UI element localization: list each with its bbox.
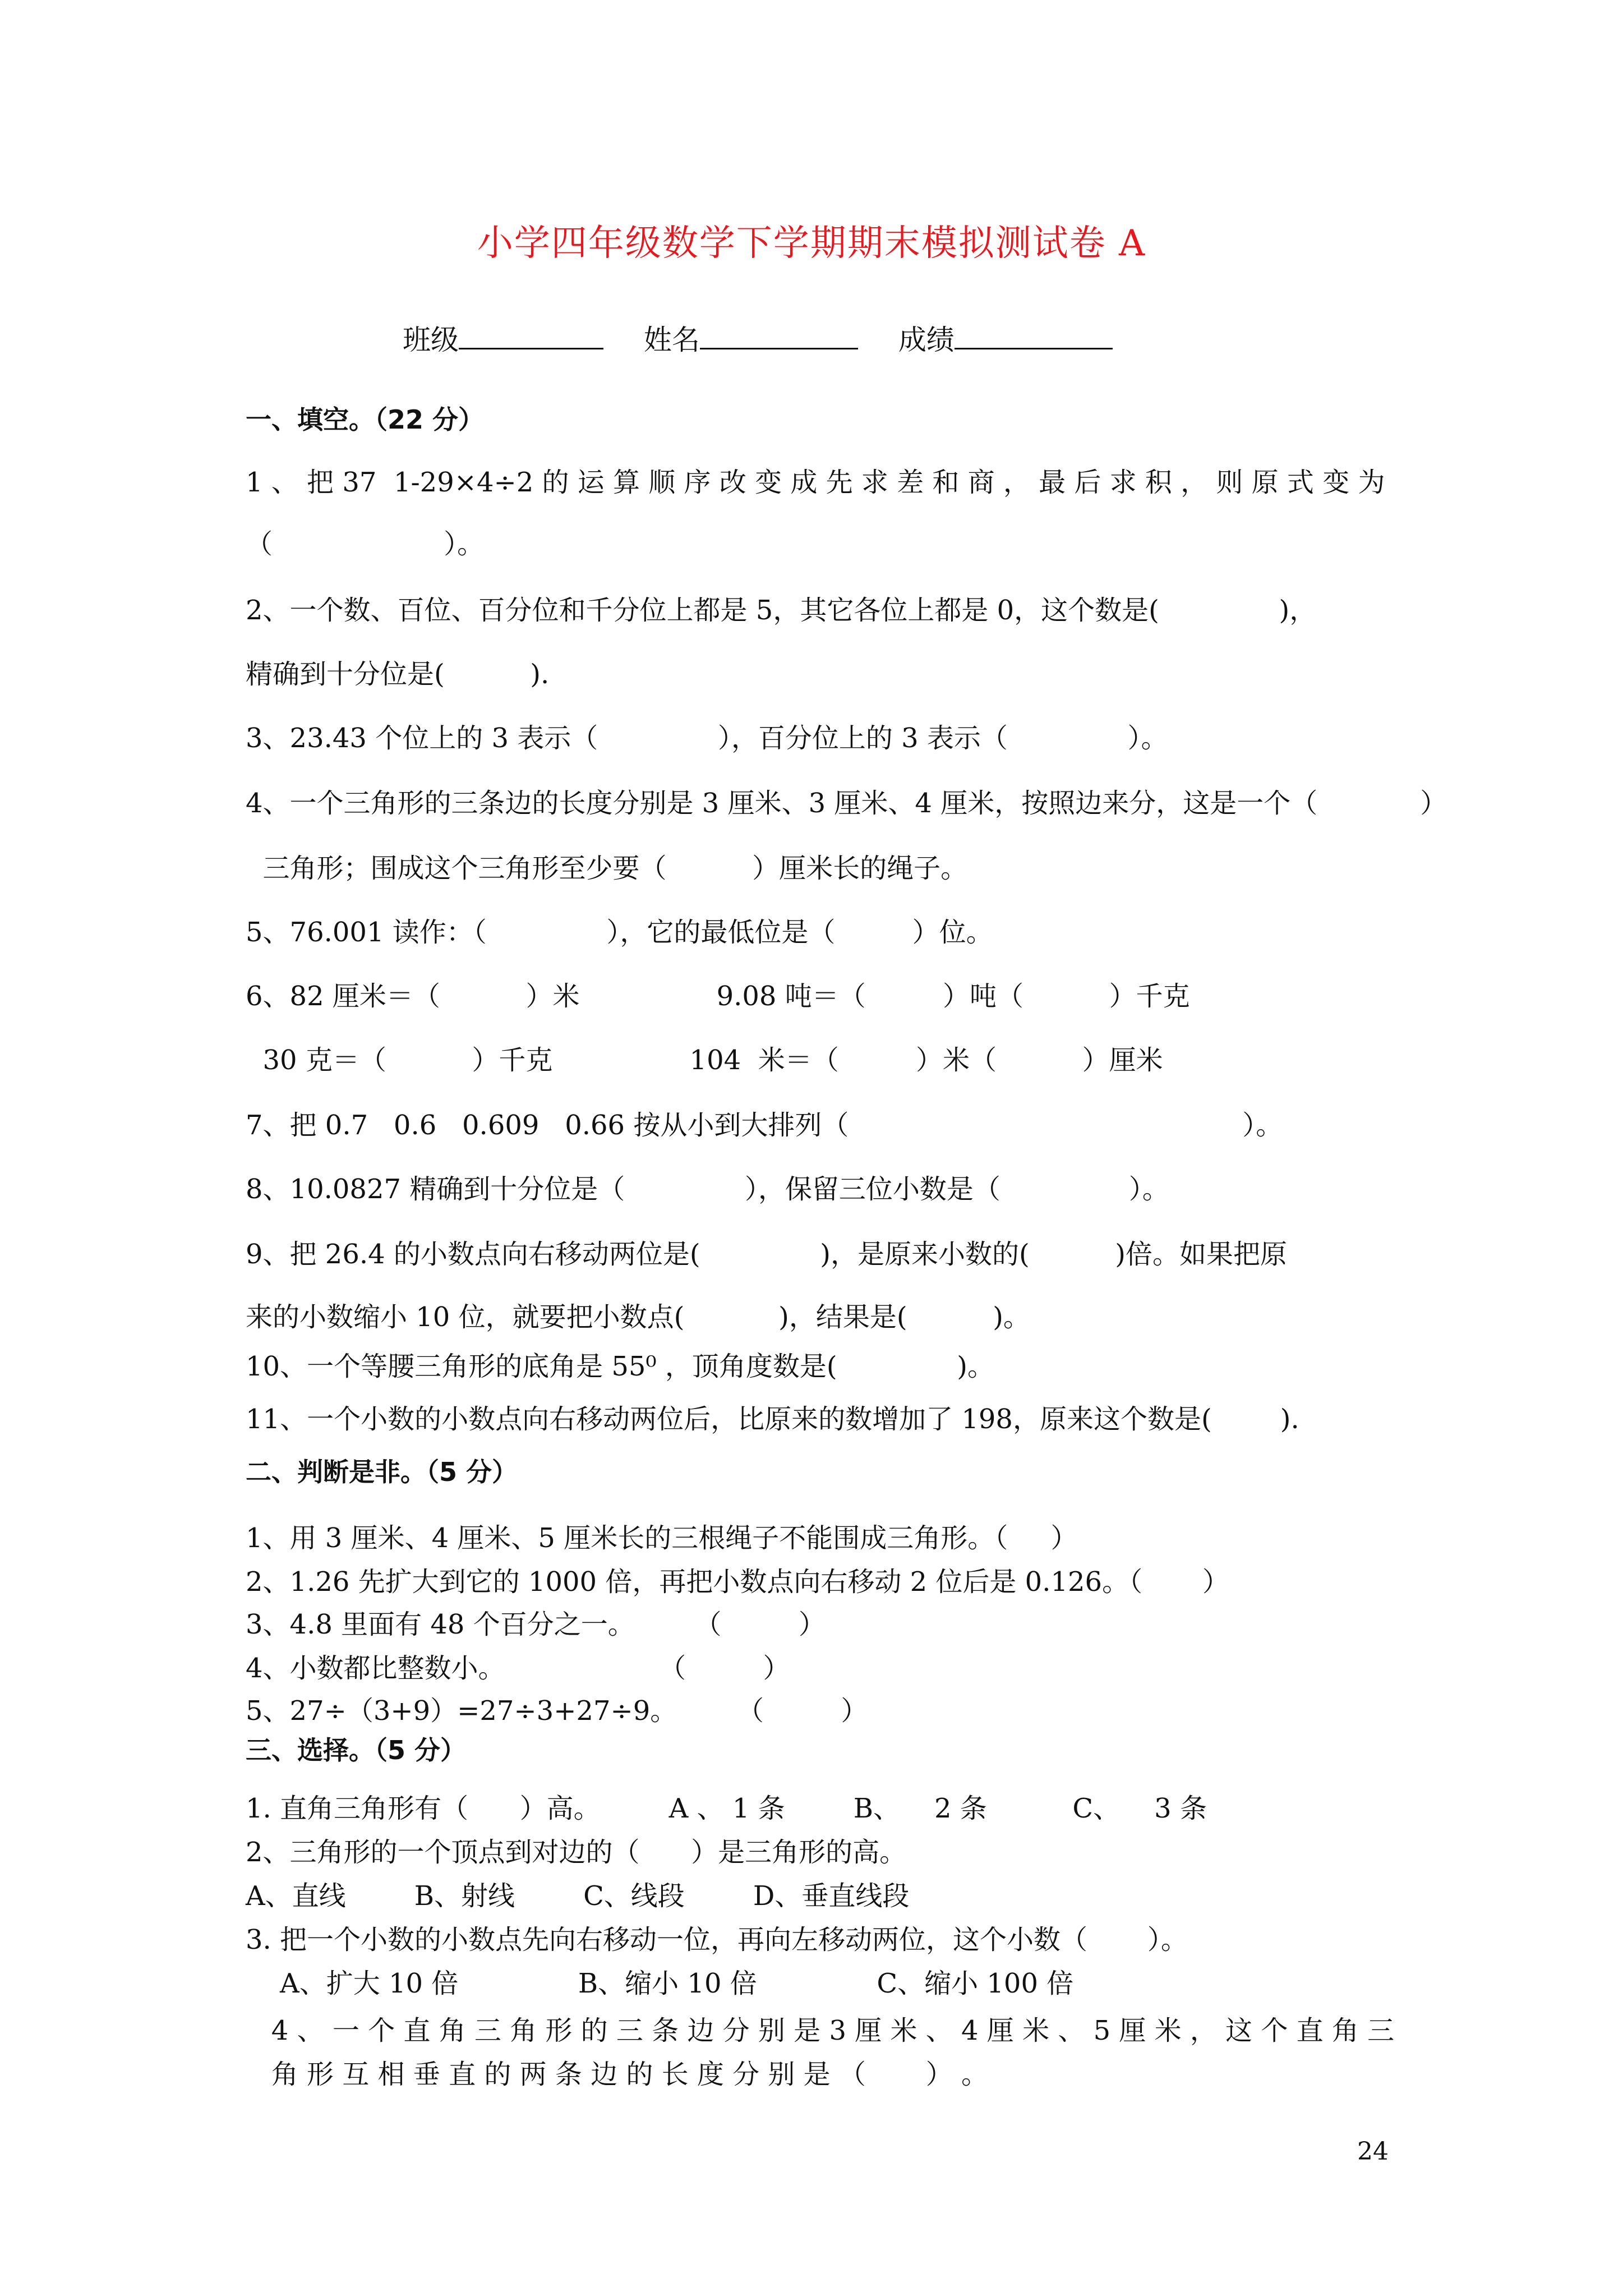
question-line: A、扩大 10 倍 B、缩小 10 倍 C、缩小 100 倍 [246,1968,1074,1999]
question-line: 11、一个小数的小数点向右移动两位后，比原来的数增加了 198，原来这个数是( ). [246,1404,1299,1435]
name-field [644,318,858,358]
question-line: 角 形 互 相 垂 直 的 两 条 边 的 长 度 分 别 是 （ ） 。 [246,2059,988,2090]
question-line: 30 克＝（ ）千克 104 米＝（ ）米（ ）厘米 [246,1045,1163,1076]
question-line: 3. 把一个小数的小数点先向右移动一位，再向左移动两位，这个小数（ ）。 [246,1924,1188,1955]
question-line: 2、一个数、百位、百分位和千分位上都是 5，其它各位上都是 0，这个数是( )， [246,595,1317,626]
question-line: 9、把 26.4 的小数点向右移动两位是( )，是原来小数的( )倍。如果把原 [246,1239,1288,1270]
question-line: 2、1.26 先扩大到它的 1000 倍，再把小数点向右移动 2 位后是 0.126。（ ） [246,1566,1229,1598]
section-heading-fill-blank: 一、填空。（22 分） [246,404,485,435]
score-label: 成绩 [898,324,955,356]
question-line: 三角形；围成这个三角形至少要（ ）厘米长的绳子。 [246,853,968,884]
name-blank[interactable] [700,322,858,349]
question-line: 6、82 厘米＝（ ）米 9.08 吨＝（ ）吨（ ）千克 [246,981,1190,1012]
question-line: 7、把 0.7 0.6 0.609 0.66 按从小到大排列（ ）。 [246,1110,1283,1141]
question-line: 1. 直角三角形有（ ）高。 A 、 1 条 B、 2 条 C、 3 条 [246,1793,1207,1824]
question-line: 4、一个三角形的三条边的长度分别是 3 厘米、3 厘米、4 厘米，按照边来分，这是一个（ ） [246,788,1447,819]
question-line: 1、用 3 厘米、4 厘米、5 厘米长的三根绳子不能围成三角形。（ ） [246,1522,1078,1554]
question-line: 5、27÷（3+9）=27÷3+27÷9。 （ ） [246,1695,868,1727]
section-heading-multiple-choice: 三、选择。（5 分） [246,1735,467,1765]
question-line: 3、4.8 里面有 48 个百分之一。 （ ） [246,1609,826,1640]
question-line: 1 、 把 37 1-29×4÷2 的 运 算 顺 序 改 变 成 先 求 差 和 商 ， 最 后 求 积 ， 则 原 式 变 为 [246,467,1385,498]
question-line: 5、76.001 读作：（ ），它的最低位是（ ）位。 [246,917,993,948]
question-line: 2、三角形的一个顶点到对边的（ ）是三角形的高。 [246,1837,907,1868]
class-label: 班级 [403,324,459,356]
question-line: 8、10.0827 精确到十分位是（ ），保留三位小数是（ ）。 [246,1174,1169,1205]
question-line: 精确到十分位是( ). [246,659,550,690]
name-label: 姓名 [643,324,700,356]
question-line: 4 、 一 个 直 角 三 角 形 的 三 条 边 分 别 是 3 厘 米 、 4 厘 米 、 5 厘 米 ， 这 个 直 角 三 [246,2015,1395,2046]
page-title: 小学四年级数学下学期期末模拟测试卷 A [477,223,1146,264]
student-info-fields [403,318,1144,358]
question-line: （ ）。 [246,528,485,560]
class-field [403,318,603,358]
score-field [898,318,1113,358]
question-line: 10、一个等腰三角形的底角是 55⁰ ，顶角度数是( )。 [246,1351,994,1382]
section-heading-true-false: 二、判断是非。（5 分） [246,1457,518,1487]
class-blank[interactable] [459,322,603,349]
question-line: 4、小数都比整数小。 （ ） [246,1653,790,1684]
question-line: 3、23.43 个位上的 3 表示（ ），百分位上的 3 表示（ ）。 [246,723,1168,754]
question-line: 来的小数缩小 10 位，就要把小数点( )，结果是( )。 [246,1301,1030,1333]
score-blank[interactable] [955,322,1113,349]
question-line: A、直线 B、射线 C、线段 D、垂直线段 [246,1880,910,1912]
page-number: 24 [1357,2137,1389,2166]
